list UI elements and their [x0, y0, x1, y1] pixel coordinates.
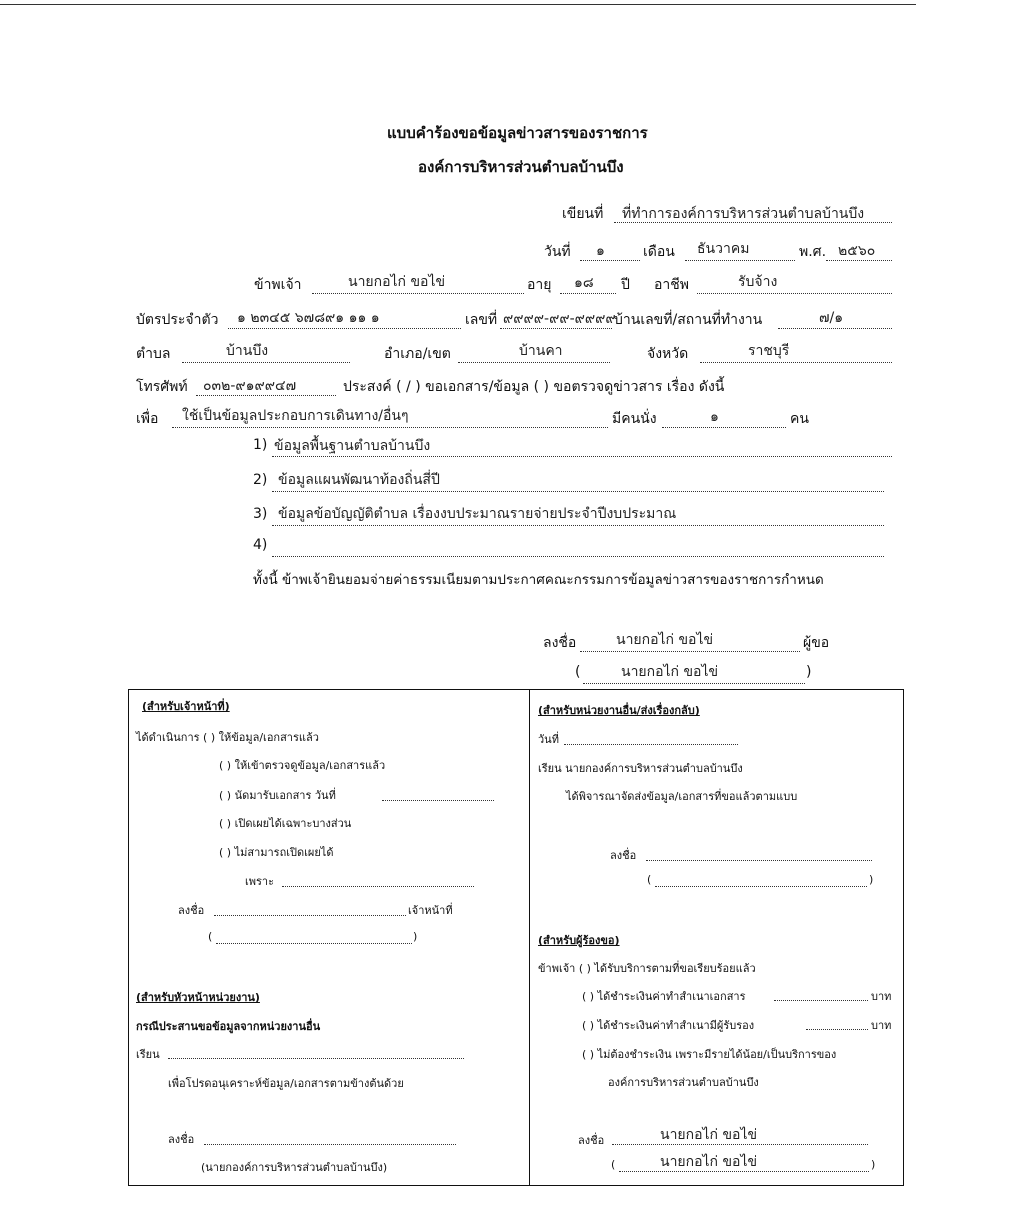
right-sign-label: ลงชื่อ	[610, 849, 637, 862]
sign-label: ลงชื่อ	[543, 635, 577, 651]
received-text[interactable]: ข้าพเจ้า ( ) ได้รับบริการตามที่ขอเรียบร้อยแล้ว	[538, 962, 756, 975]
occupation-label: อาชีพ	[654, 277, 689, 293]
officer-sign-label: ลงชื่อ	[178, 904, 205, 917]
considered-text: ได้พิจารณาจัดส่งข้อมูล/เอกสารที่ขอแล้วตามแบบ	[566, 790, 798, 803]
tambon-line	[182, 362, 350, 363]
right-paren-close: )	[869, 873, 874, 886]
form-title: แบบคำร้องขอข้อมูลข่าวสารของราชการ	[387, 124, 648, 142]
item-number: 2)	[253, 472, 268, 488]
date-line	[580, 260, 640, 261]
for-line	[172, 427, 608, 428]
month-line	[685, 260, 795, 261]
requester-paren-close: )	[871, 1158, 876, 1171]
id-no-value[interactable]: ๙๙๙๙-๙๙-๙๙๙๙	[503, 311, 616, 327]
officer-paren-line	[216, 943, 412, 944]
item-text[interactable]: ข้อมูลแผนพัฒนาท้องถิ่นสี่ปี	[278, 472, 440, 488]
persons-value[interactable]: ๑	[710, 409, 719, 425]
head-sign-label: ลงชื่อ	[168, 1133, 195, 1146]
sign-paren-open: (	[575, 664, 581, 680]
id-label: บัตรประจำตัว	[136, 312, 219, 328]
fee-option-copy[interactable]: ( ) ได้ชำระเงินค่าทำสำเนาเอกสาร	[582, 990, 746, 1003]
province-label: จังหวัด	[647, 346, 689, 362]
requester-heading: (สำหรับผู้ร้องขอ)	[538, 934, 620, 947]
option-inspect[interactable]: ( ) ให้เข้าตรวจดูข้อมูล/เอกสารแล้ว	[219, 759, 386, 772]
officer-paren-open: (	[208, 930, 213, 943]
persons-label: มีคนนั่ง	[612, 411, 657, 427]
id-value[interactable]: ๑ ๒๓๔๕ ๖๗๘๙๑ ๑๑ ๑	[237, 310, 380, 326]
for-label: เพื่อ	[136, 411, 159, 427]
right-to-text: เรียน นายกองค์การบริหารส่วนตำบลบ้านบึง	[538, 762, 743, 775]
item-text[interactable]: ข้อมูลพื้นฐานตำบลบ้านบึง	[274, 438, 431, 454]
option-partial[interactable]: ( ) เปิดเผยได้เฉพาะบางส่วน	[219, 817, 352, 830]
age-label: อายุ	[527, 277, 552, 293]
head-heading: (สำหรับหัวหน้าหน่วยงาน)	[136, 991, 260, 1004]
coord-label: กรณีประสานขอข้อมูลจากหน่วยงานอื่น	[136, 1020, 321, 1033]
age-value[interactable]: ๑๘	[574, 275, 594, 291]
purpose-label: ประสงค์ ( / ) ขอเอกสาร/ข้อมูล ( ) ขอตรวจดูข่าวสาร เรื่อง ดังนี้	[343, 379, 725, 395]
fee-copy-line	[774, 1000, 868, 1001]
written-at-value[interactable]: ที่ทำการองค์การบริหารส่วนตำบลบ้านบึง	[622, 206, 865, 222]
item-number: 3)	[253, 506, 268, 522]
consent-text: ทั้งนี้ ข้าพเจ้ายินยอมจ่ายค่าธรรมเนียมตามประกาศคณะกรรมการข้อมูลข่าวสารของราชการกำหนด	[253, 572, 824, 588]
fee-certified-line	[806, 1029, 868, 1030]
head-sign-line	[204, 1144, 456, 1145]
year-label: พ.ศ.	[799, 244, 827, 260]
fee-copy-unit: บาท	[871, 990, 892, 1003]
occupation-value[interactable]: รับจ้าง	[738, 274, 778, 290]
occupation-line	[697, 293, 892, 294]
name-value[interactable]: นายกอไก่ ขอไข่	[348, 274, 446, 290]
amphoe-line	[458, 362, 610, 363]
fee-option-certified[interactable]: ( ) ได้ชำระเงินค่าทำสำเนามีผู้รับรอง	[582, 1019, 755, 1032]
requester-sign-value[interactable]: นายกอไก่ ขอไข่	[660, 1127, 758, 1143]
officer-sign-line	[214, 915, 406, 916]
officer-paren-close: )	[413, 930, 418, 943]
option-appointment[interactable]: ( ) นัดมารับเอกสาร วันที่	[219, 789, 336, 802]
province-line	[700, 362, 892, 363]
head-sign-paren: (นายกองค์การบริหารส่วนตำบลบ้านบึง)	[201, 1161, 388, 1174]
item-line	[272, 556, 884, 557]
age-unit: ปี	[621, 277, 630, 293]
persons-line	[662, 427, 786, 428]
right-paren-line	[655, 886, 867, 887]
item-number: 1)	[253, 437, 268, 453]
to-label: เรียน	[136, 1048, 160, 1061]
because-label: เพราะ	[245, 875, 275, 888]
tambon-value[interactable]: บ้านบึง	[226, 343, 269, 359]
right-date-line	[564, 744, 738, 745]
sign-paren-line	[583, 683, 805, 684]
amphoe-value[interactable]: บ้านคา	[519, 343, 563, 359]
sign-paren-close: )	[806, 664, 812, 680]
tambon-label: ตำบล	[136, 346, 171, 362]
phone-label: โทรศัพท์	[136, 379, 188, 395]
right-date-label: วันที่	[538, 733, 559, 746]
option-denied[interactable]: ( ) ไม่สามารถเปิดเผยได้	[219, 846, 334, 859]
right-paren-open: (	[647, 873, 652, 886]
sign-line	[580, 651, 800, 652]
appointment-date-line	[382, 800, 494, 801]
because-line	[282, 886, 474, 887]
date-value[interactable]: ๑	[596, 243, 605, 259]
for-value[interactable]: ใช้เป็นข้อมูลประกอบการเดินทาง/อื่นๆ	[182, 408, 409, 424]
right-sign-line	[646, 860, 872, 861]
item-number: 4)	[253, 537, 268, 553]
no-fee-option[interactable]: ( ) ไม่ต้องชำระเงิน เพราะมีรายได้น้อย/เป็นบริการของ	[582, 1048, 837, 1061]
request-text: เพื่อโปรดอนุเคราะห์ข้อมูล/เอกสารตามข้างต้นด้วย	[168, 1077, 404, 1090]
amphoe-label: อำเภอ/เขต	[384, 346, 451, 362]
action-label: ได้ดำเนินการ ( ) ให้ข้อมูล/เอกสารแล้ว	[136, 731, 319, 744]
name-line	[312, 293, 524, 294]
form-subtitle: องค์การบริหารส่วนตำบลบ้านบึง	[418, 158, 624, 176]
written-at-label: เขียนที่	[562, 206, 604, 222]
date-label: วันที่	[544, 244, 571, 260]
item-text[interactable]: ข้อมูลข้อบัญญัติตำบล เรื่องงบประมาณรายจ่ายประจำปีงบประมาณ	[278, 506, 677, 522]
sign-value[interactable]: นายกอไก่ ขอไข่	[616, 632, 714, 648]
phone-value[interactable]: ๐๓๒-๙๑๙๙๔๗	[203, 378, 297, 394]
sign-role: ผู้ขอ	[803, 635, 830, 651]
officer-heading: (สำหรับเจ้าหน้าที่)	[142, 700, 230, 713]
month-value[interactable]: ธันวาคม	[697, 241, 750, 257]
no-fee-option-cont: องค์การบริหารส่วนตำบลบ้านบึง	[608, 1076, 759, 1089]
top-rule	[0, 4, 916, 5]
other-agency-heading: (สำหรับหน่วยงานอื่น/ส่งเรื่องกลับ)	[538, 704, 700, 717]
requester-paren-open: (	[611, 1158, 616, 1171]
persons-unit: คน	[790, 411, 809, 427]
box-divider	[529, 689, 530, 1186]
month-label: เดือน	[643, 244, 675, 260]
province-value[interactable]: ราชบุรี	[748, 343, 790, 359]
fee-certified-unit: บาท	[871, 1019, 892, 1032]
id-no-label: เลขที่	[465, 312, 498, 328]
item-line	[272, 525, 884, 526]
officer-sign-role: เจ้าหน้าที่	[408, 904, 453, 917]
name-label: ข้าพเจ้า	[254, 277, 302, 293]
item-line	[272, 491, 884, 492]
address-value[interactable]: ๗/๑	[819, 310, 844, 326]
address-label: บ้านเลขที่/สถานที่ทำงาน	[614, 312, 763, 328]
sign-paren-value[interactable]: นายกอไก่ ขอไข่	[621, 664, 719, 680]
requester-sign-label: ลงชื่อ	[578, 1134, 605, 1147]
to-line	[168, 1058, 464, 1059]
requester-paren-value[interactable]: นายกอไก่ ขอไข่	[660, 1154, 758, 1170]
year-value[interactable]: ๒๕๖๐	[838, 243, 876, 259]
